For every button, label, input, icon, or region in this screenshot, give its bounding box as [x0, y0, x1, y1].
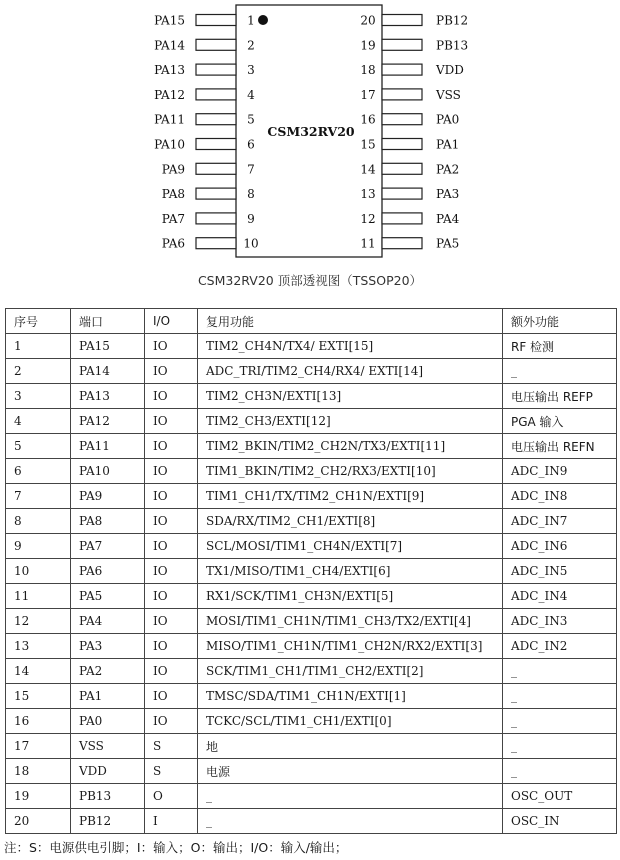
cell-function: TMSC/SDA/TIM1_CH1N/EXTI[1]	[198, 684, 503, 709]
pin1-marker-dot	[258, 15, 268, 25]
pin-number-right: 13	[360, 187, 376, 202]
table-row	[6, 434, 617, 459]
cell-extra-function: _	[503, 684, 617, 709]
table-row	[6, 484, 617, 509]
pin-name-right: PA4	[436, 211, 460, 226]
cell-io: IO	[145, 484, 198, 509]
cell-seq: 9	[6, 534, 71, 559]
pin-number-right: 15	[360, 137, 376, 152]
cell-function: 电源	[198, 759, 503, 784]
pin-name-left: PA15	[154, 13, 185, 28]
pin-number-right: 16	[360, 112, 376, 127]
header-extra-function: 额外功能	[503, 309, 617, 334]
pin-number-left: 3	[247, 63, 255, 78]
cell-seq: 11	[6, 584, 71, 609]
cell-function: SCK/TIM1_CH1/TIM1_CH2/EXTI[2]	[198, 659, 503, 684]
cell-extra-function: ADC_IN6	[503, 534, 617, 559]
pin-lead-left	[196, 238, 236, 249]
pin-name-left: PA11	[154, 112, 185, 127]
pin-lead-left	[196, 163, 236, 174]
cell-port: PA14	[71, 359, 145, 384]
pin-number-left: 2	[247, 38, 255, 53]
pin-number-left: 7	[247, 162, 255, 177]
cell-function: TIM2_CH4N/TX4/ EXTI[15]	[198, 334, 503, 359]
cell-io: IO	[145, 534, 198, 559]
cell-seq: 2	[6, 359, 71, 384]
cell-seq: 16	[6, 709, 71, 734]
cell-extra-function: ADC_IN3	[503, 609, 617, 634]
cell-function: RX1/SCK/TIM1_CH3N/EXTI[5]	[198, 584, 503, 609]
table-row	[6, 759, 617, 784]
cell-seq: 12	[6, 609, 71, 634]
table-row	[6, 784, 617, 809]
pin-number-right: 17	[360, 87, 376, 102]
cell-port: PA2	[71, 659, 145, 684]
cell-io: IO	[145, 659, 198, 684]
cell-extra-function: _	[503, 759, 617, 784]
pin-name-right: PA5	[436, 236, 460, 251]
pin-number-right: 19	[360, 38, 376, 53]
cell-seq: 1	[6, 334, 71, 359]
cell-io: IO	[145, 509, 198, 534]
cell-port: PB13	[71, 784, 145, 809]
cell-port: PA0	[71, 709, 145, 734]
pin-lead-right	[382, 15, 422, 26]
pin-name-right: PB13	[436, 38, 469, 53]
cell-io: I	[145, 809, 198, 834]
pin-lead-right	[382, 213, 422, 224]
pin-lead-right	[382, 64, 422, 75]
cell-io: IO	[145, 709, 198, 734]
cell-function: 地	[198, 734, 503, 759]
cell-seq: 10	[6, 559, 71, 584]
cell-function: _	[198, 809, 503, 834]
pin-name-right: PA2	[436, 162, 460, 177]
cell-seq: 3	[6, 384, 71, 409]
cell-extra-function: RF 检测	[503, 334, 617, 359]
cell-port: PA11	[71, 434, 145, 459]
pin-name-left: PA14	[154, 38, 185, 53]
chip-pinout-diagram	[0, 0, 620, 300]
cell-port: PA5	[71, 584, 145, 609]
pin-number-left: 1	[247, 13, 255, 28]
pin-lead-right	[382, 139, 422, 150]
cell-port: PA15	[71, 334, 145, 359]
cell-extra-function: _	[503, 734, 617, 759]
cell-io: IO	[145, 684, 198, 709]
cell-port: VDD	[71, 759, 145, 784]
cell-port: PA3	[71, 634, 145, 659]
cell-seq: 18	[6, 759, 71, 784]
table-row	[6, 459, 617, 484]
table-row	[6, 559, 617, 584]
cell-port: PA6	[71, 559, 145, 584]
pin-number-right: 11	[360, 236, 376, 251]
cell-io: S	[145, 734, 198, 759]
cell-io: IO	[145, 459, 198, 484]
cell-io: IO	[145, 609, 198, 634]
table-row	[6, 509, 617, 534]
pin-function-table	[5, 308, 617, 834]
cell-io: S	[145, 759, 198, 784]
pin-lead-right	[382, 39, 422, 50]
pin-number-left: 8	[247, 187, 255, 202]
pin-number-left: 5	[247, 112, 255, 127]
cell-extra-function: _	[503, 659, 617, 684]
cell-seq: 13	[6, 634, 71, 659]
pin-lead-left	[196, 89, 236, 100]
table-row	[6, 809, 617, 834]
cell-function: TIM2_CH3/EXTI[12]	[198, 409, 503, 434]
cell-function: TIM1_CH1/TX/TIM2_CH1N/EXTI[9]	[198, 484, 503, 509]
cell-extra-function: ADC_IN8	[503, 484, 617, 509]
pin-number-right: 12	[360, 211, 376, 226]
diagram-caption: CSM32RV20 顶部透视图（TSSOP20）	[197, 273, 423, 288]
cell-function: TIM1_BKIN/TIM2_CH2/RX3/EXTI[10]	[198, 459, 503, 484]
cell-seq: 7	[6, 484, 71, 509]
pin-name-right: VSS	[436, 87, 461, 102]
cell-port: PA7	[71, 534, 145, 559]
table-row	[6, 384, 617, 409]
table-header-row	[6, 309, 617, 334]
pin-lead-right	[382, 188, 422, 199]
cell-io: IO	[145, 334, 198, 359]
pin-number-right: 20	[360, 13, 376, 28]
cell-io: IO	[145, 359, 198, 384]
pin-name-right: PB12	[436, 13, 469, 28]
header-seq: 序号	[6, 309, 71, 334]
header-io: I/O	[145, 309, 198, 334]
pin-name-left: PA12	[154, 87, 185, 102]
pin-lead-left	[196, 139, 236, 150]
footnote: 注：S：电源供电引脚；I：输入；O：输出；I/O：输入/输出；	[4, 840, 348, 855]
cell-port: PA12	[71, 409, 145, 434]
pin-name-left: PA10	[154, 137, 185, 152]
pin-lead-left	[196, 114, 236, 125]
cell-extra-function: ADC_IN2	[503, 634, 617, 659]
cell-extra-function: ADC_IN5	[503, 559, 617, 584]
cell-function: MISO/TIM1_CH1N/TIM1_CH2N/RX2/EXTI[3]	[198, 634, 503, 659]
cell-io: IO	[145, 584, 198, 609]
pin-lead-right	[382, 238, 422, 249]
cell-extra-function: 电压输出 REFN	[503, 434, 617, 459]
table-row	[6, 534, 617, 559]
pin-lead-left	[196, 213, 236, 224]
cell-seq: 20	[6, 809, 71, 834]
cell-port: PB12	[71, 809, 145, 834]
table-row	[6, 734, 617, 759]
cell-seq: 5	[6, 434, 71, 459]
pin-number-left: 4	[247, 87, 255, 102]
cell-function: MOSI/TIM1_CH1N/TIM1_CH3/TX2/EXTI[4]	[198, 609, 503, 634]
pin-lead-left	[196, 64, 236, 75]
cell-extra-function: ADC_IN9	[503, 459, 617, 484]
cell-port: PA13	[71, 384, 145, 409]
table-row	[6, 359, 617, 384]
cell-io: IO	[145, 384, 198, 409]
header-function: 复用功能	[198, 309, 503, 334]
pin-name-right: PA0	[436, 112, 460, 127]
cell-extra-function: PGA 输入	[503, 409, 617, 434]
table-row	[6, 409, 617, 434]
table-row	[6, 684, 617, 709]
cell-function: _	[198, 784, 503, 809]
cell-port: PA9	[71, 484, 145, 509]
cell-function: ADC_TRI/TIM2_CH4/RX4/ EXTI[14]	[198, 359, 503, 384]
pin-name-right: VDD	[436, 63, 464, 78]
pin-lead-left	[196, 39, 236, 50]
pin-number-left: 6	[247, 137, 255, 152]
pin-lead-left	[196, 188, 236, 199]
cell-port: PA10	[71, 459, 145, 484]
pin-lead-right	[382, 163, 422, 174]
table-row	[6, 334, 617, 359]
table-row	[6, 584, 617, 609]
cell-function: TIM2_CH3N/EXTI[13]	[198, 384, 503, 409]
cell-extra-function: _	[503, 709, 617, 734]
cell-seq: 4	[6, 409, 71, 434]
pin-number-right: 14	[360, 162, 376, 177]
cell-seq: 6	[6, 459, 71, 484]
pin-name-left: PA9	[161, 162, 185, 177]
cell-extra-function: OSC_OUT	[503, 784, 617, 809]
table-row	[6, 609, 617, 634]
cell-extra-function: _	[503, 359, 617, 384]
cell-port: PA8	[71, 509, 145, 534]
cell-function: SCL/MOSI/TIM1_CH4N/EXTI[7]	[198, 534, 503, 559]
cell-port: VSS	[71, 734, 145, 759]
header-port: 端口	[71, 309, 145, 334]
cell-seq: 8	[6, 509, 71, 534]
cell-function: TCKC/SCL/TIM1_CH1/EXTI[0]	[198, 709, 503, 734]
pin-name-right: PA3	[436, 187, 460, 202]
cell-extra-function: 电压输出 REFP	[503, 384, 617, 409]
pin-lead-left	[196, 15, 236, 26]
chip-label: CSM32RV20	[267, 124, 355, 139]
cell-io: IO	[145, 409, 198, 434]
pin-number-left: 10	[243, 236, 259, 251]
cell-io: IO	[145, 434, 198, 459]
cell-port: PA1	[71, 684, 145, 709]
cell-seq: 17	[6, 734, 71, 759]
cell-extra-function: ADC_IN4	[503, 584, 617, 609]
pin-name-right: PA1	[436, 137, 460, 152]
pin-name-left: PA7	[161, 211, 185, 226]
cell-function: SDA/RX/TIM2_CH1/EXTI[8]	[198, 509, 503, 534]
pin-name-left: PA6	[161, 236, 185, 251]
cell-function: TX1/MISO/TIM1_CH4/EXTI[6]	[198, 559, 503, 584]
pin-lead-right	[382, 114, 422, 125]
cell-seq: 14	[6, 659, 71, 684]
table-row	[6, 659, 617, 684]
cell-port: PA4	[71, 609, 145, 634]
table-row	[6, 709, 617, 734]
cell-io: O	[145, 784, 198, 809]
cell-io: IO	[145, 634, 198, 659]
cell-io: IO	[145, 559, 198, 584]
pin-lead-right	[382, 89, 422, 100]
cell-seq: 15	[6, 684, 71, 709]
pin-name-left: PA13	[154, 63, 185, 78]
pin-name-left: PA8	[161, 187, 185, 202]
pin-number-right: 18	[360, 63, 376, 78]
cell-extra-function: OSC_IN	[503, 809, 617, 834]
cell-function: TIM2_BKIN/TIM2_CH2N/TX3/EXTI[11]	[198, 434, 503, 459]
pin-number-left: 9	[247, 211, 255, 226]
table-row	[6, 634, 617, 659]
cell-extra-function: ADC_IN7	[503, 509, 617, 534]
cell-seq: 19	[6, 784, 71, 809]
